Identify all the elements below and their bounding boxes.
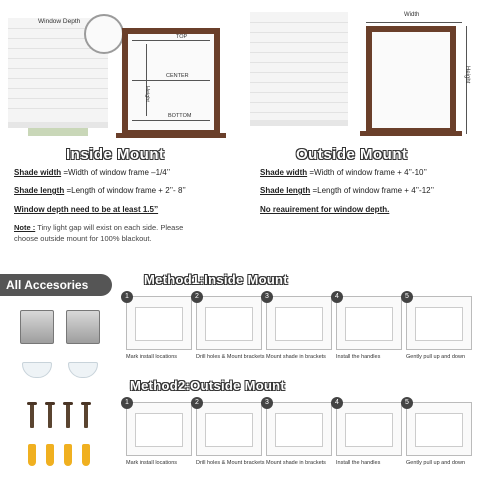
wall-anchor [28,444,36,466]
valance-clip [22,362,52,378]
screw [48,404,52,428]
step-number: 2 [191,397,203,409]
step-number: 5 [401,291,413,303]
method2-step-1 [125,399,192,456]
step-illustration [135,413,183,447]
bottom-rail [250,120,348,126]
step-number: 4 [331,291,343,303]
window-depth-label: Window Depth [38,18,81,25]
step-caption: Mount shade in brackets [266,460,326,466]
step-caption: Mark install locations [126,460,178,466]
method2-step-4 [335,399,402,456]
mounting-bracket [20,310,54,344]
step-caption: Install the handles [336,460,381,466]
step-illustration [135,307,183,341]
step-illustration [275,413,323,447]
outside-depth-requirement: No reauirement for window depth. [260,205,390,214]
step-illustration [205,413,253,447]
step-number: 4 [331,397,343,409]
step-number: 3 [261,291,273,303]
step-number: 1 [121,291,133,303]
height-label: Height [464,66,470,84]
step-illustration [415,413,463,447]
method1-step-3 [265,293,332,350]
step-illustration [275,307,323,341]
method1-step-2 [195,293,262,350]
screw [66,404,70,428]
center-label: CENTER [166,73,189,79]
window-depth-requirement: Window depth need to be at least 1.5’’ [14,205,159,214]
method2-step-3 [265,399,332,456]
method2-title: Method2:Outside Mount [130,378,286,393]
mounting-bracket [66,310,100,344]
step-number: 2 [191,291,203,303]
cellular-shade [250,12,348,120]
outside-mount-photo [248,10,350,138]
step-caption: Drill holes & Mount brackets [196,460,265,466]
window-depth-zoom [84,14,124,54]
wall-anchor [64,444,72,466]
method1-title: Method1:Inside Mount [144,272,288,287]
method1-step-4 [335,293,402,350]
method2-step-5 [405,399,472,456]
method2-step-2 [195,399,262,456]
bottom-label: BOTTOM [168,113,192,119]
method1-step-1 [125,293,192,350]
screw [30,404,34,428]
step-number: 3 [261,397,273,409]
outside-length-spec: Shade length =Length of window frame + 4’’-12’’ [260,186,435,195]
top-label: TOP [176,34,188,40]
window-sill [360,131,462,136]
inside-mount-heading: Inside Mount [66,146,165,163]
inside-width-spec: Shade width =Width of window frame –1/4’’ [14,168,171,177]
width-label: Width [404,12,420,18]
step-illustration [345,307,393,341]
step-caption: Gently pull up and down [406,354,466,360]
wall-anchor [82,444,90,466]
step-illustration [415,307,463,341]
method1-step-5 [405,293,472,350]
window-view [28,128,88,136]
step-caption: Mark install locations [126,354,178,360]
outside-mount-heading: Outside Mount [296,146,408,163]
wall-anchor [46,444,54,466]
accessories-title: All Accesories [0,274,112,296]
inside-mount-photo [8,10,110,138]
note: Note : Tiny light gap will exist on each side. Please choose outside mount for 100% blackout. [14,223,184,243]
step-illustration [345,413,393,447]
step-number: 1 [121,397,133,409]
step-caption: Drill holes & Mount brackets [196,354,265,360]
step-illustration [205,307,253,341]
step-caption: Mount shade in brackets [266,354,326,360]
outside-mount-diagram [366,26,456,134]
screw [84,404,88,428]
inside-length-spec: Shade length =Length of window frame + 2’’- 8’’ [14,186,186,195]
inside-mount-diagram [122,28,220,136]
step-caption: Gently pull up and down [406,460,466,466]
height-label: Height [144,86,150,102]
step-caption: Install the handles [336,354,381,360]
step-number: 5 [401,397,413,409]
outside-width-spec: Shade width =Width of window frame + 4’’-10’’ [260,168,427,177]
window-sill [116,133,226,138]
valance-clip [68,362,98,378]
